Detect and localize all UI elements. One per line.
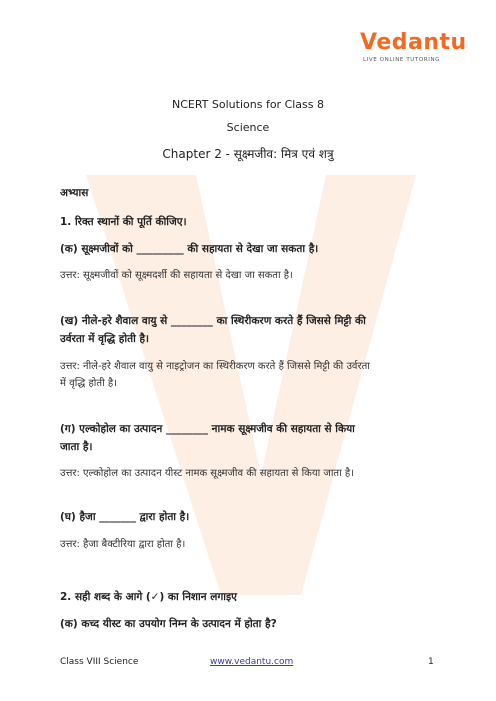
q1a-question: (क) सूक्ष्मजीवों को _________ की सहायता से देखा जा सकता है। xyxy=(60,243,319,255)
q1d-answer: उत्तर: हैजा बैक्टीरिया द्वारा होता है। xyxy=(60,539,186,550)
q1b-answer-line2: में वृद्धि होती है। xyxy=(60,378,117,389)
doc-subject: Science xyxy=(226,121,270,134)
q1d-question: (घ) हैजा _______ द्वारा होता है। xyxy=(60,511,190,523)
q1-heading: 1. रिक्त स्थानों की पूर्ति कीजिए। xyxy=(60,216,187,228)
q1b-answer-line1: उत्तर: नीले-हरे शैवाल वायु से नाइट्रोजन का स्थिरीकरण करते हैं जिससे मिट्टी की उर्वरता xyxy=(60,361,370,372)
page-number: 1 xyxy=(428,657,434,667)
q2a-question: (क) कच्द यीस्ट का उपयोग निम्न के उत्पादन में होता है? xyxy=(60,618,277,630)
vedantu-logo xyxy=(356,30,466,70)
q1b-question-line2: उर्वरता में वृद्धि होती है। xyxy=(60,333,149,345)
q2-heading: 2. सही शब्द के आगे (✓) का निशान लगाइए xyxy=(60,591,237,603)
logo-text: Vedantu xyxy=(360,30,467,55)
q1c-answer: उत्तर: एल्कोहोल का उत्पादन यीस्ट नामक सूक्ष्मजीव की सहायता से किया जाता है। xyxy=(60,468,354,479)
footer-link[interactable]: www.vedantu.com xyxy=(210,657,294,667)
chapter-title: Chapter 2 - सूक्ष्मजीव: मित्र एवं शत्रु xyxy=(162,147,334,161)
doc-title: NCERT Solutions for Class 8 xyxy=(171,98,324,111)
q1a-answer: उत्तर: सूक्ष्मजीवों को सूक्ष्मदर्शी की सहायता से देखा जा सकता है। xyxy=(60,270,293,281)
section-heading: अभ्यास xyxy=(60,187,89,199)
q1b-question-line1: (ख) नीले-हरे शैवाल वायु से ________ का स्थिरीकरण करते हैं जिससे मिट्टी की xyxy=(60,315,366,327)
logo-tagline: LIVE ONLINE TUTORING xyxy=(363,57,441,63)
q1c-question-line2: जाता है। xyxy=(60,441,93,453)
q1c-question-line1: (ग) एल्कोहोल का उत्पादन ________ नामक सूक्ष्मजीव की सहायता से किया xyxy=(60,423,355,435)
footer-class: Class VIII Science xyxy=(60,657,139,667)
